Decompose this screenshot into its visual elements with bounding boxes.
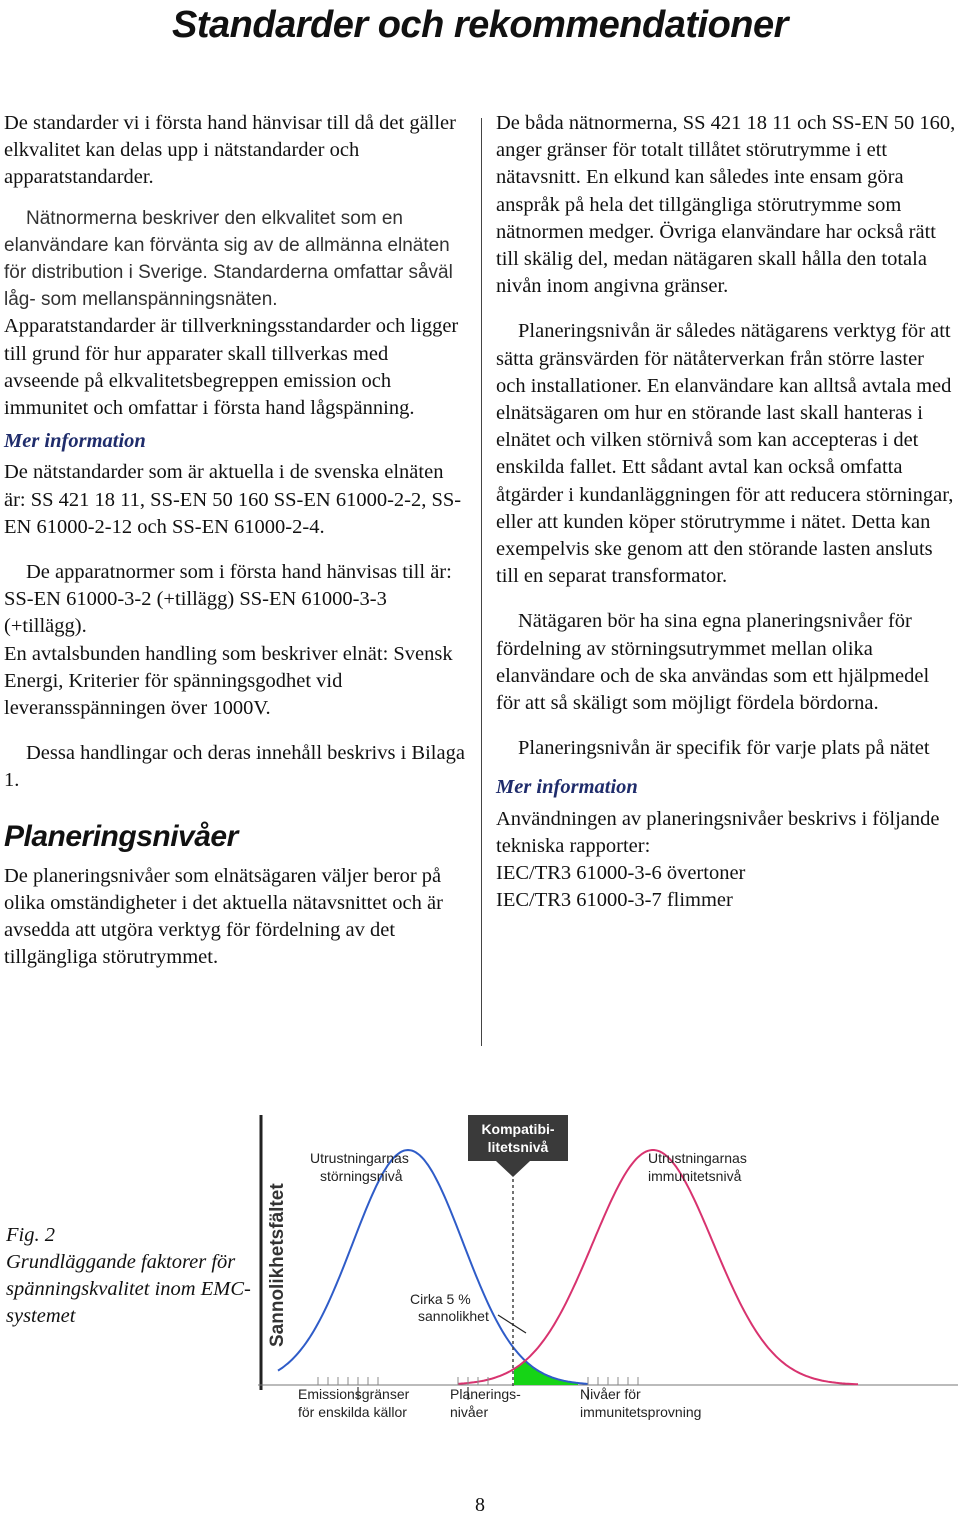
page-title: Standarder och rekommendationer xyxy=(172,4,788,46)
compatibility-level-label-2: litetsnivå xyxy=(487,1139,549,1155)
paragraph: Apparatstandarder är tillverkningsstandarder och ligger till grund för hur apparater skall tillverkas med avseende på elkvalitetsbegreppen emission och immunitet och omfattar i första hand lågspänning. xyxy=(4,315,459,420)
figure-caption-text: Grundläggande faktorer för spänningskvalitet inom EMC-systemet xyxy=(6,1251,251,1327)
overlap-label-1: Cirka 5 % xyxy=(410,1291,471,1307)
paragraph: IEC/TR3 61000-3-7 flimmer xyxy=(496,889,733,912)
immunity-test-label-1: Nivåer för xyxy=(580,1386,641,1402)
emission-limit-label-1: Emissionsgränser xyxy=(298,1386,410,1402)
paragraph: De båda nätnormerna, SS 421 18 11 och SS-EN 50 160, anger gränser för totalt tillåtet störutrymme i ett nätavsnitt. En elkund kan således inte ensam göra anspråk på hela det tillgängliga störutrymme som nätnormen medger. Övriga elanvändare har också rätt till skälig del, medan nätägaren skall hålla den totala nivån inom angivna gränser. xyxy=(496,112,956,298)
immunity-distribution-curve xyxy=(458,1150,858,1384)
emission-curve-label-2: störningsnivå xyxy=(320,1168,403,1184)
paragraph: Användningen av planeringsnivåer beskrivs i följande tekniska rapporter: xyxy=(496,807,940,857)
paragraph: Planeringsnivån är specifik för varje plats på nätet xyxy=(518,737,930,760)
paragraph: De apparatnormer som i första hand hänvisas till är: SS-EN 61000-3-2 (+tillägg) SS-EN 61000-3-3 (+tillägg). xyxy=(4,561,452,638)
compatibility-level-arrow xyxy=(496,1161,530,1177)
compatibility-level-label-1: Kompatibi- xyxy=(481,1121,555,1137)
overlap-label-2: sannolikhet xyxy=(418,1308,489,1324)
paragraph: De planeringsnivåer som elnätsägaren väljer beror på olika omständigheter i det aktuella nätavsnittet och är avsedda att utgöra verktyg för fördelning av det tillgängliga störutrymmet. xyxy=(4,864,443,969)
more-info-heading: Mer information xyxy=(496,776,638,799)
immunity-curve-label-2: immunitetsnivå xyxy=(648,1168,742,1184)
left-column xyxy=(4,110,466,971)
planning-level-label-2: nivåer xyxy=(450,1404,489,1420)
paragraph: De nätstandarder som är aktuella i de svenska elnäten är: SS 421 18 11, SS-EN 50 160 SS-EN 61000-2-2, SS-EN 61000-2-12 och SS-EN 61000-2-4. xyxy=(4,461,462,538)
column-divider xyxy=(481,118,482,1046)
section-heading: Planeringsnivåer xyxy=(4,819,238,853)
immunity-test-label-2: immunitetsprovning xyxy=(580,1404,702,1420)
emc-diagram xyxy=(258,1115,958,1430)
paragraph: Nätägaren bör ha sina egna planeringsnivåer för fördelning av störningsutrymmet mellan olika elanvändare och de ska användas som ett hjälpmedel för att så skäligt som möjligt fördela bördorna. xyxy=(496,610,930,715)
more-info-heading: Mer information xyxy=(4,430,146,453)
tick-marks xyxy=(318,1377,638,1385)
emission-curve-label-1: Utrustningarnas xyxy=(310,1150,409,1166)
figure-number: Fig. 2 xyxy=(6,1224,55,1246)
paragraph: Dessa handlingar och deras innehåll beskrivs i Bilaga 1. xyxy=(4,742,465,792)
paragraph: Planeringsnivån är således nätägarens verktyg för att sätta gränsvärden för nätåterverkan från större laster och installationer. En elanvändare kan alltså avtala med elnätsägaren om hur en störande last skall hanteras i elnätet och vilken störnivå som kan accepteras i det enskilda fallet. Ett sådant avtal kan också omfatta åtgärder i kundanläggningen för att reducera störningar, eller att kunden köper störutrymme i nätet. Detta kan exempelvis ske genom att den störande lasten ansluts till en separat transformator. xyxy=(496,320,954,588)
emc-figure xyxy=(258,1115,958,1430)
paragraph: Nätnormerna beskriver den elkvalitet som en elanvändare kan förvänta sig av de allmänna elnäten för distribution i Sverige. Standarderna omfattar såväl låg- som mellanspänningsnäten. xyxy=(4,207,453,311)
paragraph: De standarder vi i första hand hänvisar till då det gäller elkvalitet kan delas upp i nätstandarder och apparatstandarder. xyxy=(4,112,456,189)
page-number: 8 xyxy=(475,1494,485,1516)
paragraph: IEC/TR3 61000-3-6 övertoner xyxy=(496,862,746,885)
planning-level-label-1: Planerings- xyxy=(450,1386,521,1402)
y-axis-label: Sannolikhetsfältet xyxy=(267,1183,288,1347)
emission-distribution-curve xyxy=(278,1150,588,1384)
immunity-curve-label-1: Utrustningarnas xyxy=(648,1150,747,1166)
right-column xyxy=(496,110,958,914)
emission-limit-label-2: för enskilda källor xyxy=(298,1404,407,1420)
paragraph: En avtalsbunden handling som beskriver elnät: Svensk Energi, Kriterier för spänningsgodhet vid leveransspänningen över 1000V. xyxy=(4,642,453,720)
figure-caption xyxy=(6,1222,256,1330)
